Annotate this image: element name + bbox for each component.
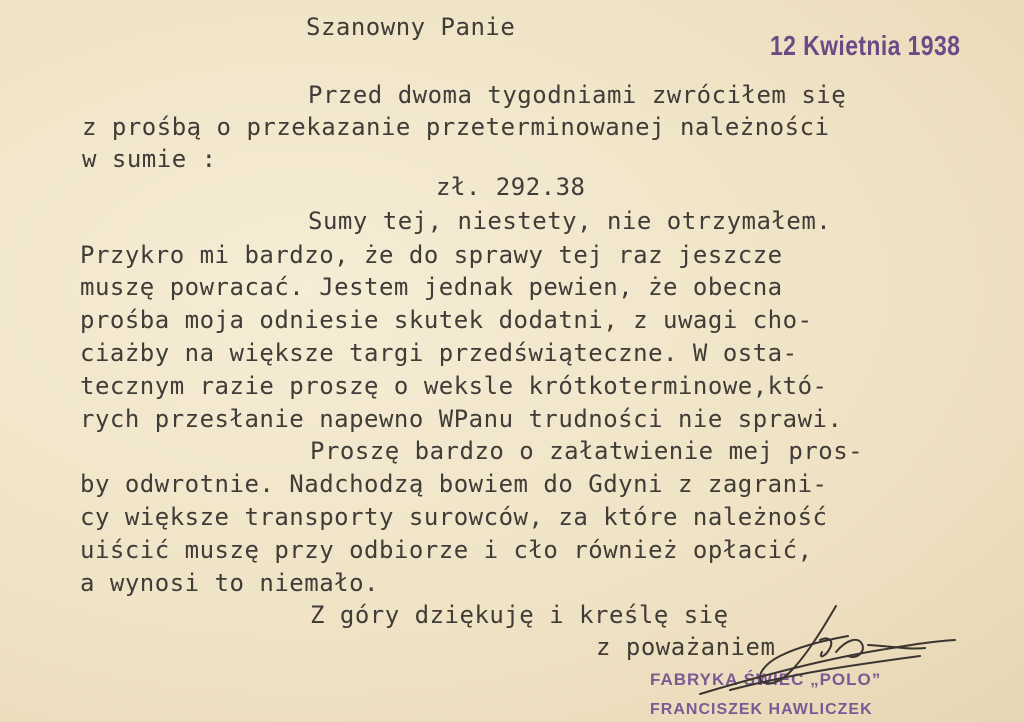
body-line-7: muszę powracać. Jestem jednak pewien, że obecna (80, 273, 783, 301)
body-line-9: ciażby na większe targi przedświąteczne. W osta- (80, 339, 798, 367)
body-line-10: tecznym razie proszę o weksle krótkoterminowe,któ- (80, 372, 828, 400)
body-line-3: w sumie : (82, 145, 217, 173)
amount-line: zł. 292.38 (436, 173, 586, 201)
body-line-14: cy większe transporty surowców, za które należność (80, 503, 828, 531)
body-line-16: a wynosi to niemało. (80, 569, 379, 597)
body-line-2: z prośbą o przekazanie przeterminowanej należności (82, 113, 830, 141)
body-line-1: Przed dwoma tygodniami zwróciłem się (308, 81, 847, 109)
body-line-5: Sumy tej, niestety, nie otrzymałem. (308, 207, 832, 235)
closing-line: Z góry dziękuję i kreślę się (310, 601, 729, 629)
salutation: Szanowny Panie (306, 13, 516, 41)
closing-regards: z poważaniem (596, 633, 776, 661)
body-line-11: rych przesłanie napewno WPanu trudności nie sprawi. (80, 405, 843, 433)
body-line-8: prośba moja odniesie skutek dodatni, z uwagi cho- (80, 306, 813, 334)
company-stamp-line1: FABRYKA ŚWIEC „POLO” (650, 670, 882, 689)
body-line-13: by odwrotnie. Nadchodzą bowiem do Gdyni z zagrani- (80, 470, 828, 498)
body-line-12: Proszę bardzo o załatwienie mej pros- (310, 437, 864, 465)
date-stamp: 12 Kwietnia 1938 (770, 30, 961, 61)
body-line-6: Przykro mi bardzo, że do sprawy tej raz jeszcze (80, 241, 783, 269)
body-line-15: uiścić muszę przy odbiorze i cło również opłacić, (80, 536, 813, 564)
company-stamp-line2: FRANCISZEK HAWLICZEK (650, 701, 873, 718)
